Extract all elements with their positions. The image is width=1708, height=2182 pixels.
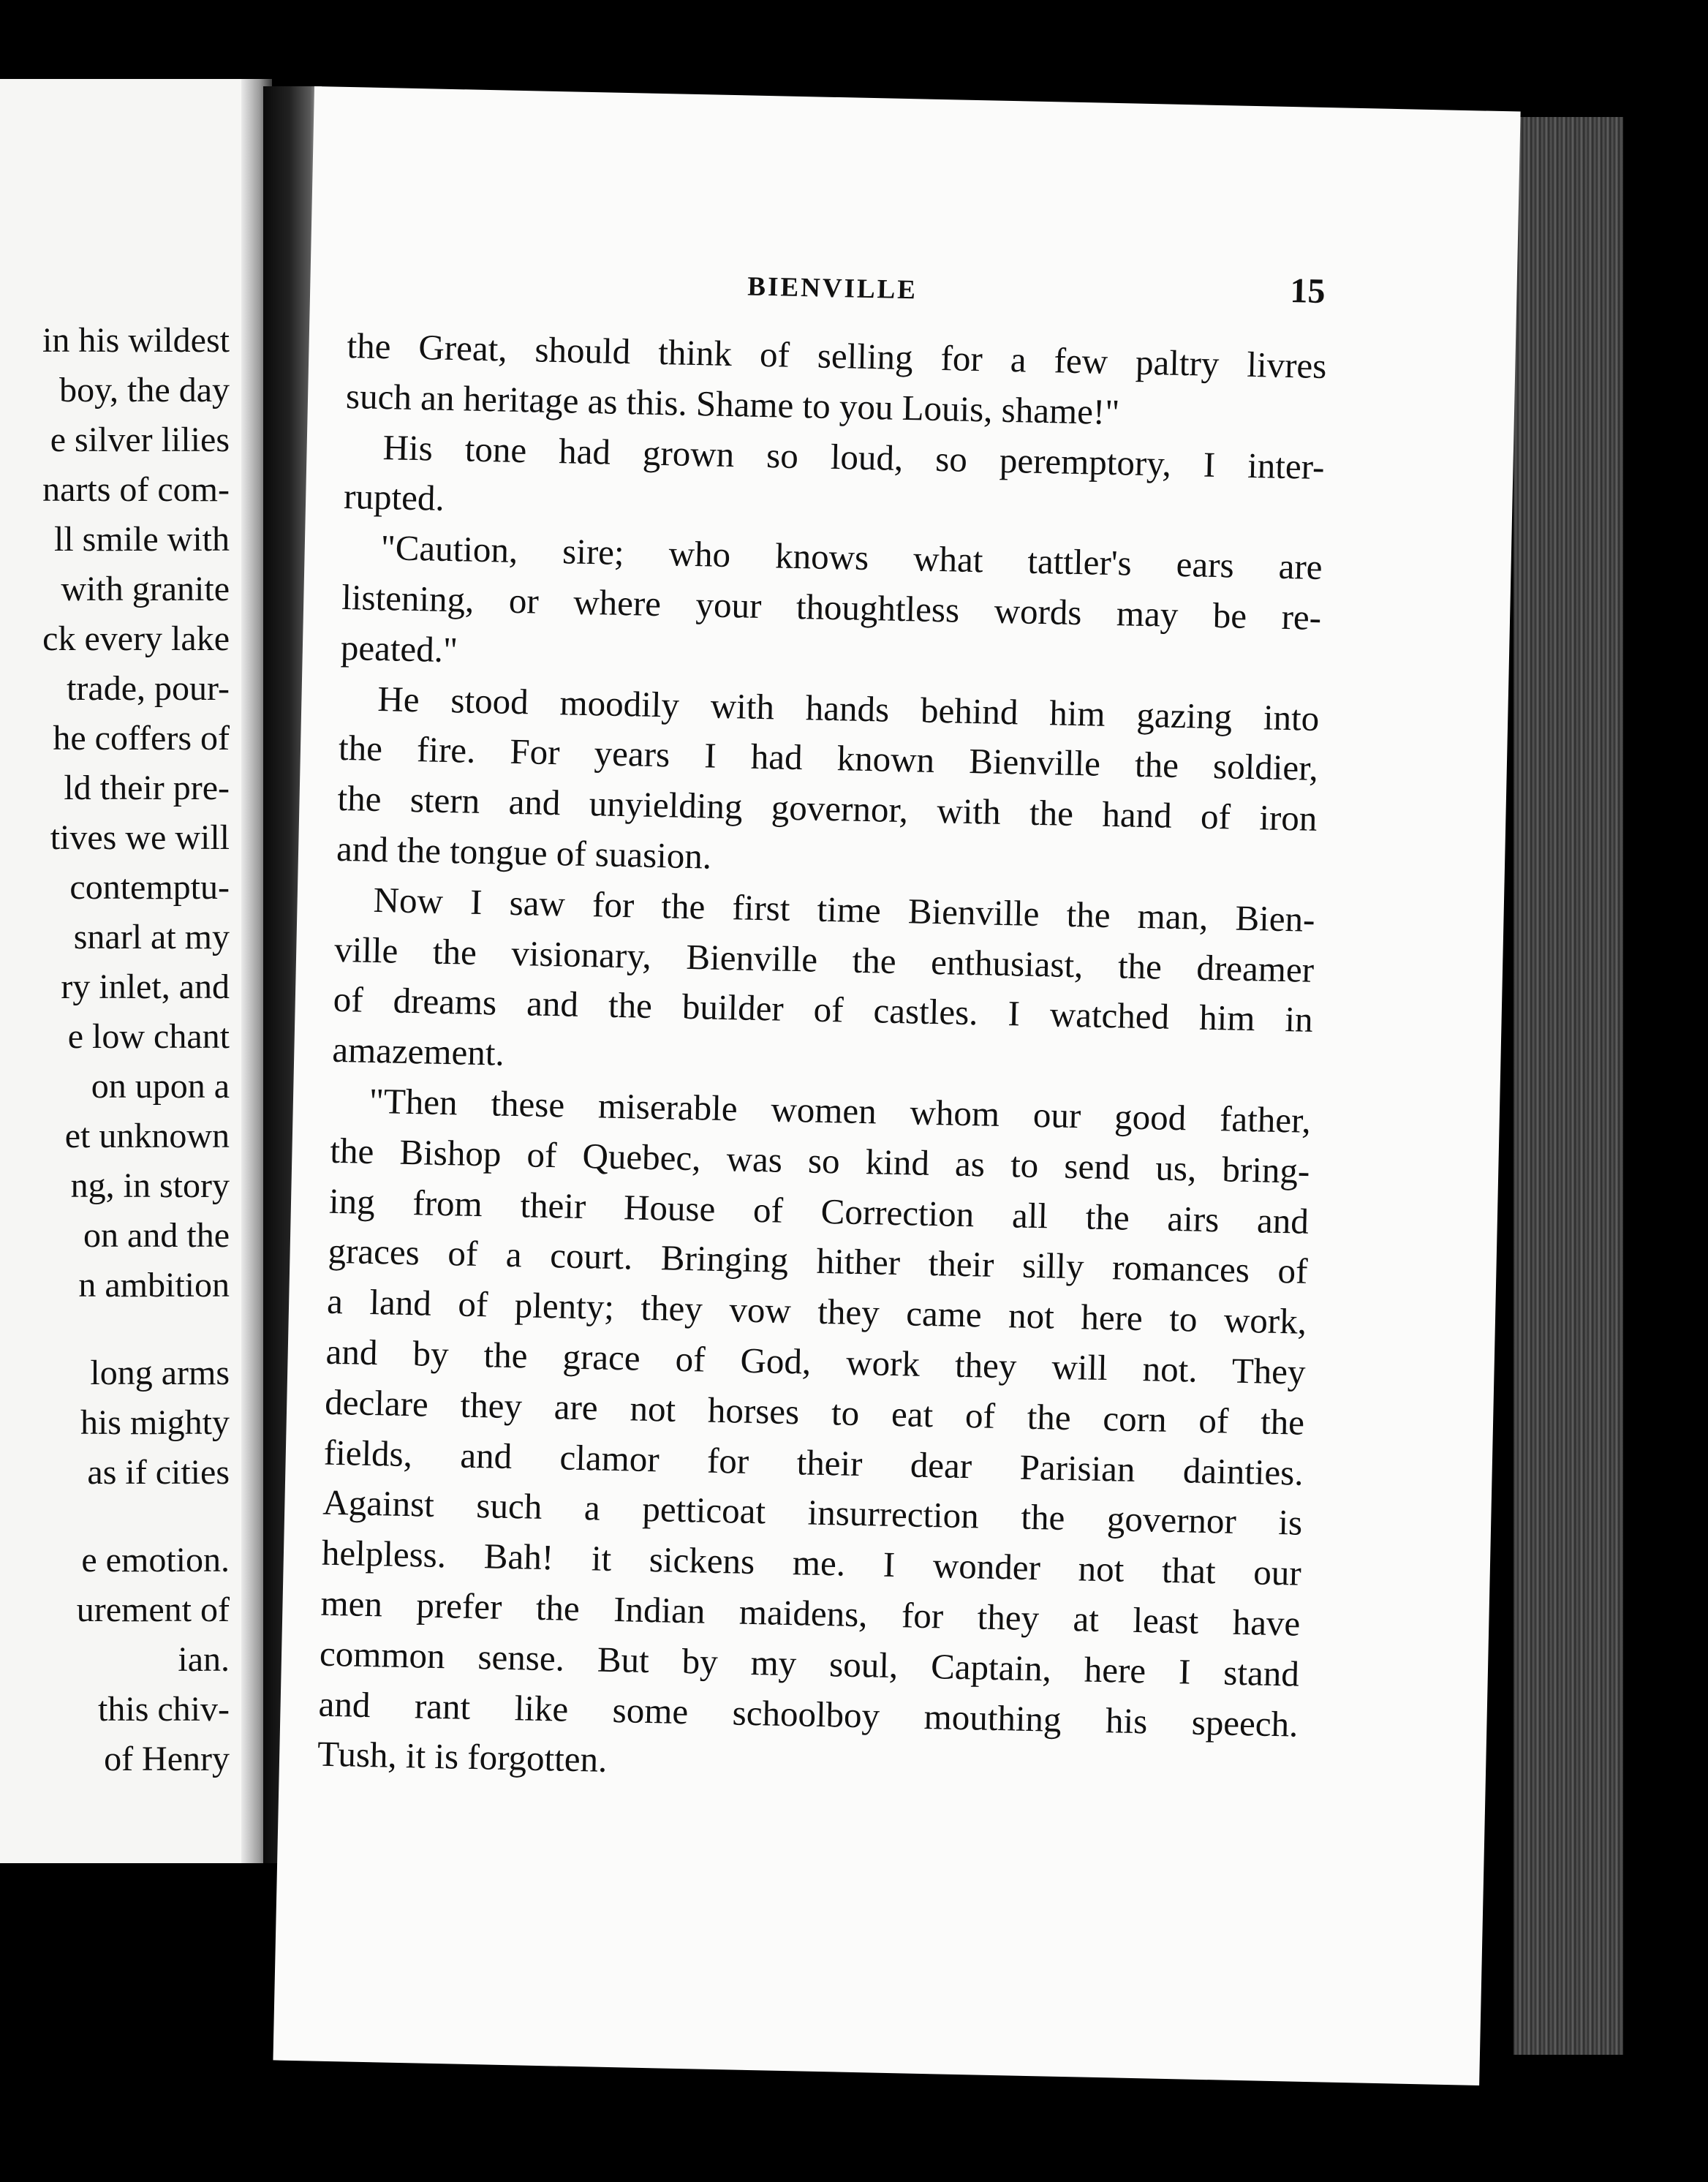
left-paragraph-gap: [3, 1498, 230, 1536]
text-line: Now I saw for the first time Bienville the man, Bien-: [373, 879, 1316, 940]
text-line: men prefer the Indian maidens, for they at least have: [320, 1582, 1301, 1644]
left-line: ng, in story: [70, 1166, 230, 1205]
left-line: as if cities: [87, 1453, 230, 1492]
text-line: ing from their House of Correction all the airs and: [328, 1180, 1310, 1242]
running-head: BIENVILLE: [747, 271, 918, 306]
text-line: His tone had grown so loud, so peremptory, I inter-: [382, 426, 1325, 487]
left-line: this chiv-: [98, 1690, 230, 1729]
left-line: urement of: [76, 1590, 230, 1629]
left-line: his mighty: [80, 1403, 230, 1442]
text-line: and by the grace of God, work they will not. They: [325, 1331, 1307, 1392]
text-line: a land of plenty; they vow they came not here to work,: [326, 1280, 1307, 1342]
text-line: Against such a petticoat insurrection the governor is: [322, 1481, 1303, 1544]
text-line: helpless. Bah! it sickens me. I wonder not that our: [321, 1532, 1302, 1593]
text-line: the stern and unyielding governor, with the hand of iron: [337, 778, 1318, 839]
text-line: He stood moodily with hands behind him gazing into: [377, 678, 1320, 739]
text-line: such an heritage as this. Shame to you Louis, shame!": [345, 375, 1120, 432]
left-line: contemptu-: [69, 868, 230, 907]
text-line: and the tongue of suasion.: [336, 828, 712, 877]
left-line: on and the: [83, 1216, 230, 1255]
left-line: e emotion.: [81, 1541, 230, 1579]
text-line: the Great, should think of selling for a few paltry livres: [347, 325, 1327, 387]
text-line: common sense. But by my soul, Captain, here I stand: [319, 1633, 1300, 1694]
left-line: he coffers of: [53, 719, 230, 758]
left-line: narts of com-: [42, 470, 230, 509]
text-line: of dreams and the builder of castles. I watched him in: [333, 979, 1314, 1041]
page-body-text: [317, 321, 1327, 1800]
text-line: listening, or where your thoughtless words may be re-: [341, 576, 1322, 638]
left-line: snarl at my: [73, 918, 230, 956]
text-line: the fire. For years I had known Bienville the soldier,: [338, 728, 1319, 789]
left-line: in his wildest: [42, 321, 230, 360]
text-line: Tush, it is forgotten.: [317, 1733, 608, 1781]
left-line: tives we will: [50, 818, 230, 857]
page-fore-edge: [1514, 117, 1623, 2055]
page-number: 15: [1289, 271, 1326, 312]
left-line: of Henry: [104, 1740, 230, 1778]
left-line: ld their pre-: [64, 769, 230, 807]
text-line: declare they are not horses to eat of the corn of the: [324, 1381, 1305, 1443]
text-line: rupted.: [343, 476, 445, 519]
left-paragraph-gap: [3, 1310, 230, 1348]
left-line: et unknown: [64, 1117, 230, 1155]
left-line: ry inlet, and: [61, 967, 230, 1006]
text-line: peated.": [340, 627, 458, 671]
left-line: ian.: [178, 1640, 230, 1679]
text-line: fields, and clamor for their dear Parisian dainties.: [323, 1432, 1304, 1493]
left-line: long arms: [90, 1354, 230, 1392]
left-line: ll smile with: [54, 520, 230, 559]
left-line: with granite: [61, 570, 230, 608]
left-line: n ambition: [78, 1266, 230, 1305]
left-line: e silver lilies: [50, 420, 230, 459]
text-line: "Then these miserable women whom our good father,: [369, 1080, 1312, 1141]
text-line: amazement.: [331, 1029, 505, 1073]
left-line: e low chant: [67, 1017, 230, 1056]
text-line: the Bishop of Quebec, was so kind as to send us, bring-: [329, 1130, 1310, 1191]
left-line: ck every lake: [42, 619, 230, 658]
left-line: boy, the day: [59, 371, 230, 409]
left-line: trade, pour-: [67, 669, 230, 708]
left-line: on upon a: [91, 1067, 230, 1106]
left-page-text: [3, 316, 230, 1784]
text-line: "Caution, sire; who knows what tattler's ears are: [380, 527, 1323, 588]
text-line: and rant like some schoolboy mouthing his speech.: [318, 1683, 1299, 1745]
book-page: [273, 86, 1520, 2085]
text-line: graces of a court. Bringing hither their silly romances of: [328, 1231, 1308, 1292]
text-line: ville the visionary, Bienville the enthusiast, the dreamer: [333, 929, 1315, 990]
